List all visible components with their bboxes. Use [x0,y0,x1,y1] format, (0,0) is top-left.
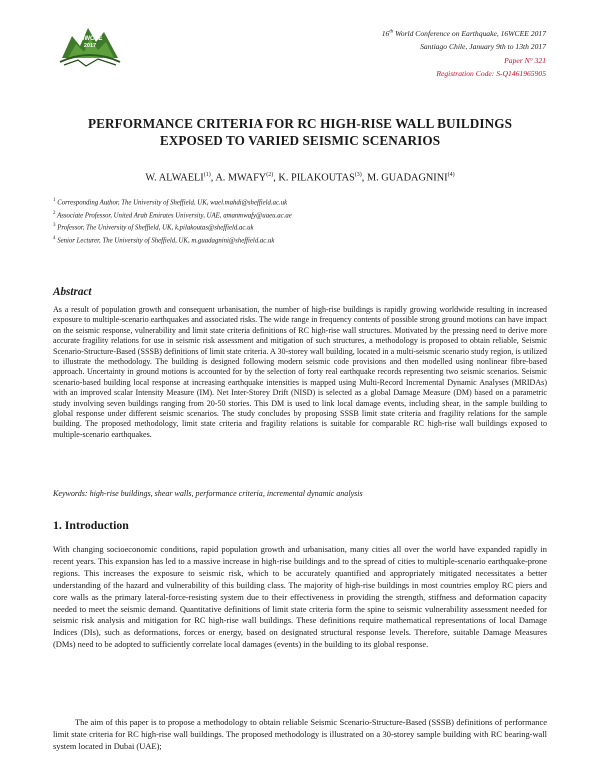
section-heading: 1. Introduction [53,518,129,532]
intro-paragraph: With changing socioeconomic conditions, rapid population growth and urbanisation, many cities all over the world have expanded rapidly in recent years. This expansion has led to a massive increase in high-rise buildings and to the spread of cities to multiple-scenario earthquake-prone regions. This increases the exposure to seismic risk, which to be accurately quantified and appropriately mitigated necessitates a better understanding of the hazard and vulnerability of this building class. The majority of high-rise buildings in most countries employ RC piers and core walls as the primary lateral-force-resisting system due to their effectiveness in providing the strength, stiffness and deformation capacity needed to meet the seismic demand. Quantitative definitions of limit state criteria form the spine to seismic vulnerability assessment needed for seismic risk analysis and mitigation for RC high-rise wall buildings. These definitions require mathematical representations of local Damage Indices (DIs), such as deformations, forces or energy, based on designated structural response levels. Therefore, suitable Damage Measures (DMs) need to be adopted to sufficiently correlate local damages (events) in the building to its global response. [53,544,547,650]
svg-text:2017: 2017 [83,43,97,49]
affiliation-item: $^1$ Corresponding Author, The University of Sheffield, UK, wael.mahdi@sheffield.ac.uk [53,198,288,207]
author-name: A. MWAFY [215,172,267,184]
abstract-heading: Abstract [53,286,92,298]
affiliations [53,196,292,247]
affiliation-item: $^3$ Professor, The University of Sheffield, UK, k.pilakoutas@sheffield.ac.uk [53,223,254,232]
intro-paragraph: The aim of this paper is to propose a methodology to obtain reliable Seismic Scenario-Structure-Based (SSSB) definitions of performance limit state criteria for RC high-rise wall buildings. The proposed methodology is illustrated on a 30-storey sample building with RC bearing-wall system located in Dubai (UAE); [53,717,547,751]
author-name: M. GUADAGNINI [366,172,448,184]
author-name: K. PILAKOUTAS [278,172,355,184]
abstract-body: As a result of population growth and consequent urbanisation, the number of high-rise buildings is rapidly growing worldwide resulting in increased exposure to multiple-scenario earthquakes and associated risks. The wide range in frequency contents of possible strong ground motions can have impact on the seismic response, vulnerability and limit state criteria definitions of RC high-rise wall structures. Motivated by the pressing need to derive more accurate fragility relations for use in seismic risk assessment and mitigation of such structures, a methodology is proposed to obtain reliable, Seismic Scenario-Structure-Based (SSSB) definitions of limit state criteria. A 30-storey wall building, located in a multi-seismic scenario study region, is utilized to illustrate the methodology. The building is designed following modern seismic code provisions and then modelled using nonlinear fibre-based approach. Uncertainty in ground motions is accounted for by the selection of forty real earthquake records representing two seismic scenarios. Seismic scenario-based building local response at increasing earthquake intensities is mapped using Multi-Record Incremental Dynamic Analyses (MRIDAs) with an improved scalar Intensity Measure (IM). Net Inter-Storey Drift (NISD) is selected as a global Damage Measure (DM) based on a parametric study involving seven buildings ranging from 20-50 stories. This DM is used to link local damage events, including shear, in the sample building to global response under different seismic scenarios. The study concludes by proposing SSSB limit state criteria and fragility relations for the sample building. The proposed methodology, limit state criteria and fragility relations is suitable for comparable RC high-rise wall buildings exposed to multiple-scenario earthquakes. [53,305,547,439]
keywords-list: high-rise buildings, shear walls, performance criteria, incremental dynamic analysis [87,489,363,498]
author-name: W. ALWAELI [145,172,204,184]
affiliation-item: $^2$ Associate Professor, United Arab Emirates University, UAE, amanmwafy@uaeu.ac.ae [53,210,292,219]
keywords [53,489,547,498]
conference-name: 16th World Conference on Earthquake, 16WCEE 2017 [381,29,546,38]
keywords-label: Keywords: [53,489,88,498]
registration-code: Registration Code: S-Q1461965905 [436,69,546,79]
affiliation-item: $^4$ Senior Lecturer, The University of Sheffield, UK, m.guadagnini@sheffield.ac.uk [53,236,275,245]
paper-number: Paper N° 321 [504,55,546,65]
svg-text:16WCEE: 16WCEE [77,36,103,42]
conference-header [382,27,546,81]
conference-location: Santiago Chile, January 9th to 13th 2017 [420,42,546,52]
paper-title: PERFORMANCE CRITERIA FOR RC HIGH-RISE WALL BUILDINGS EXPOSED TO VARIED SEISMIC SCENARIOS [87,116,513,148]
conference-logo [58,18,122,70]
author-list: W. ALWAELI$^{(1)}$, A. MWAFY$^{(2)}$, K. PILAKOUTAS$^{(3)}$, M. GUADAGNINI$^{(4)}$ [145,172,455,184]
